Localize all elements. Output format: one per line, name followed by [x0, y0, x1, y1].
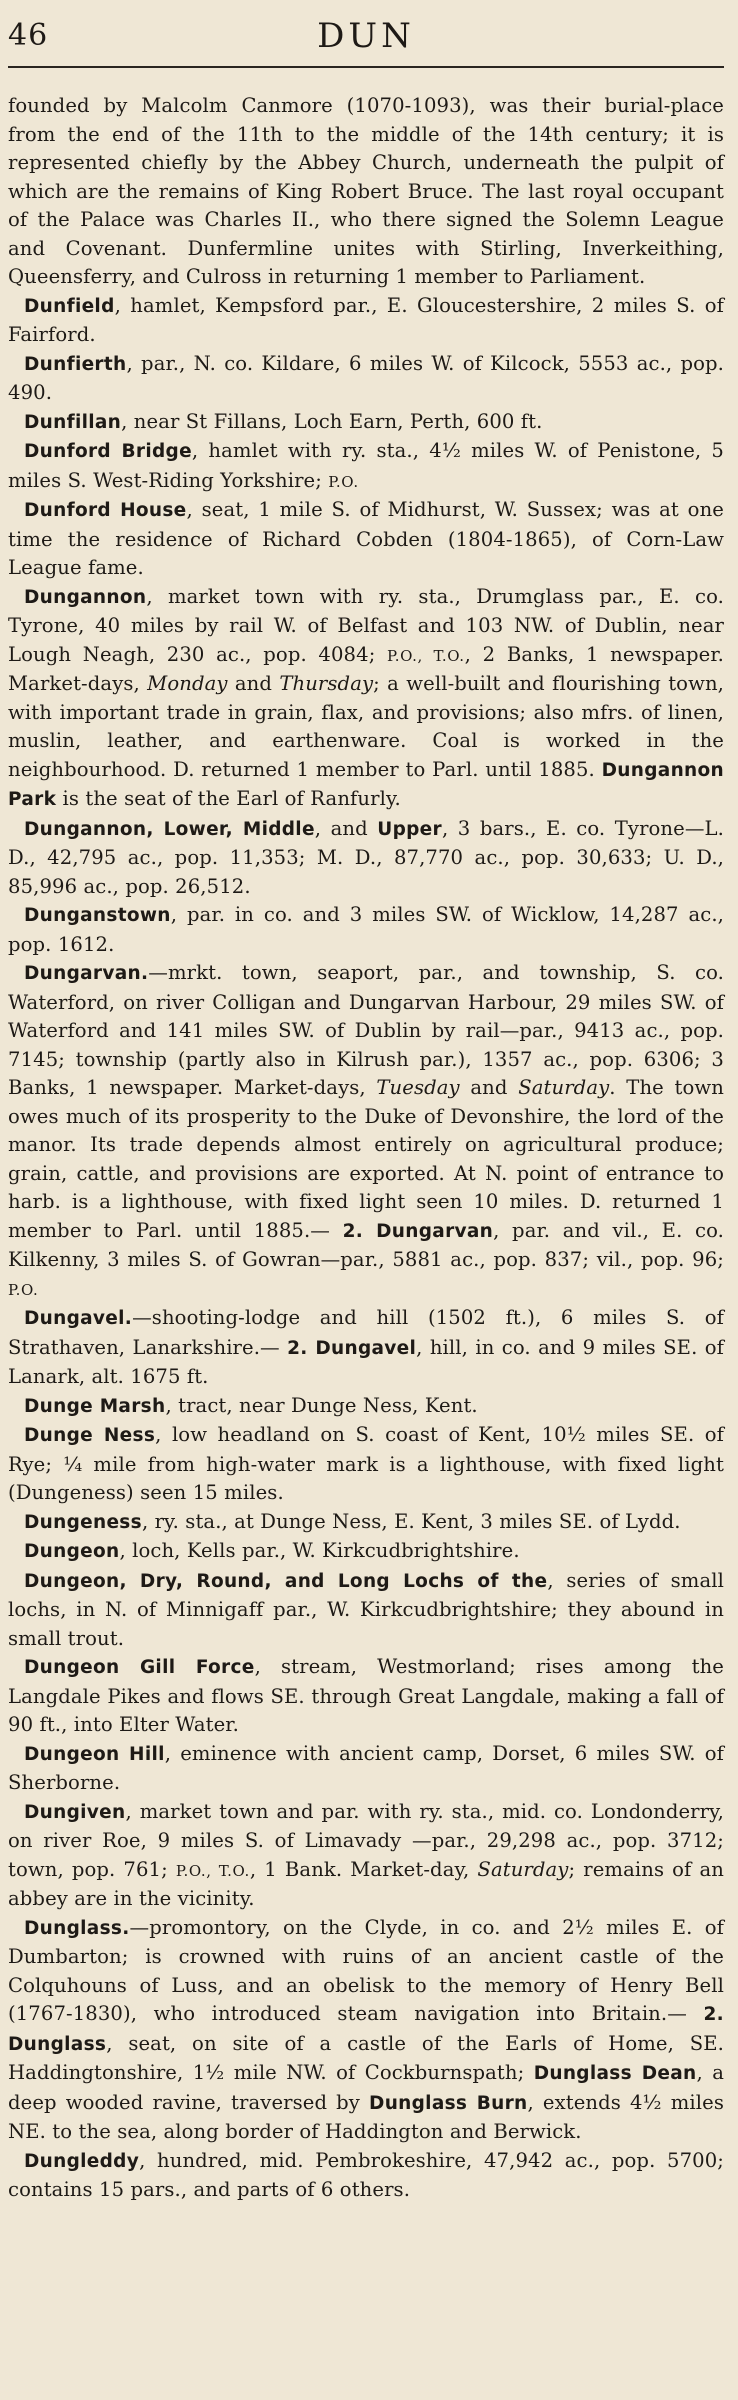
abbreviation: P.O.	[328, 472, 359, 491]
entry-headword: Dungeon, Dry, Round, and Long Lochs of the	[24, 1570, 548, 1592]
gazetteer-entry	[8, 1537, 724, 1567]
entry-headword: Dungannon Park	[8, 759, 724, 810]
entry-headword: Dunge Ness	[24, 1425, 156, 1446]
abbreviation: P.O.	[8, 1280, 39, 1299]
gazetteer-entry	[8, 1567, 724, 1654]
abbreviation: P.O., T.O.	[175, 1861, 250, 1880]
entry-text: , ry. sta., at Dunge Ness, E. Kent, 3 miles SE. of Lydd.	[141, 1509, 681, 1533]
entry-headword: Dungannon	[24, 586, 147, 608]
entry-text: , hamlet, Kempsford par., E. Gloucestershire, 2 miles S. of Fairford.	[8, 293, 724, 346]
entry-headword: Dunford Bridge	[24, 441, 192, 462]
entry-text: , near St Fillans, Loch Earn, Perth, 600 ft.	[121, 409, 543, 433]
entry-text: , tract, near Dunge Ness, Kent.	[165, 1393, 478, 1417]
entry-text: , low headland on S. coast of Kent, 10½ miles SE. of Rye; ¼ mile from high-water mark is a lighthouse, with fixed light (Dungeness) seen 15 miles.	[8, 1423, 724, 1504]
entry-headword: Dunford House	[24, 500, 187, 521]
entry-text: , extends 4½ miles NE. to the sea, along border of Haddington and Berwick.	[8, 2090, 724, 2143]
gazetteer-entry	[8, 350, 724, 408]
gazetteer-entry	[8, 2147, 724, 2205]
gazetteer-entry	[8, 1304, 724, 1392]
entry-headword: Dungarvan.	[24, 963, 149, 984]
entry-text: —promontory, on the Clyde, in co. and 2½ miles E. of Dumbarton; is crowned with ruins of an ancient castle of the Colquhouns of Luss, and an obelisk to the memory of Henry Bell (1767-1830), who introduced steam navigation into Britain.—	[8, 1915, 724, 2025]
gazetteer-entry	[8, 1421, 724, 1508]
entry-text: , par. in co. and 3 miles SW. of Wicklow, 14,287 ac., pop. 1612.	[8, 903, 724, 956]
italic-text: Saturday	[477, 1857, 569, 1881]
entry-headword: Dunglass Burn	[369, 2092, 528, 2114]
running-head	[8, 14, 724, 68]
entry-text: ; a well-built and flourishing town, with important trade in grain, flax, and provisions; also mfrs. of linen, muslin, leather, and earthenware. Coal is worked in the neighbourhood. D. returned 1 member to Parl. until 1885.	[8, 672, 724, 781]
gazetteer-entry	[8, 292, 724, 350]
entry-text: , hill, in co. and 9 miles SE. of Lanark, alt. 1675 ft.	[8, 1335, 725, 1388]
gazetteer-entry	[8, 1508, 724, 1538]
gazetteer-entry	[8, 408, 724, 438]
gazetteer-entry	[8, 815, 724, 902]
entry-headword: Dunfield	[24, 295, 115, 317]
italic-text: Monday	[147, 672, 228, 695]
entry-text: , par. and vil., E. co. Kilkenny, 3 miles S. of Gowran—par., 5881 ac., pop. 837; vil., pop. 96;	[8, 1218, 724, 1271]
italic-text: Tuesday	[376, 1076, 460, 1099]
entry-headword: 2. Dunglass	[8, 2004, 724, 2055]
entry-headword: 2. Dungarvan	[342, 1220, 494, 1242]
entry-headword: Dungeon Gill Force	[24, 1657, 255, 1678]
entry-text: and	[227, 672, 280, 695]
entry-headword: Dunglass Dean	[533, 2063, 697, 2084]
gazetteer-entry	[8, 437, 724, 496]
entry-text: . The town owes much of its prosperity to the Duke of Devonshire, the lord of the manor. Its trade depends almost entirely on agricultural produce; grain, cattle, and provisions are exported. At N. point of entrance to harb. is a lighthouse, with fixed light seen 10 miles. D. returned 1 member to Parl. until 1885.—	[8, 1076, 724, 1242]
italic-text: Thursday	[279, 672, 374, 695]
page-number: 46	[8, 18, 49, 53]
gazetteer-entry	[8, 496, 724, 583]
entry-text: , seat, 1 mile S. of Midhurst, W. Sussex; was at one time the residence of Richard Cobden (1804-1865), of Corn-Law League fame.	[8, 498, 724, 579]
entry-headword: Dungavel.	[24, 1308, 133, 1329]
abbreviation: P.O., T.O.	[387, 646, 465, 665]
entry-headword: Dungeon	[24, 1541, 120, 1562]
gazetteer-entry	[8, 1392, 724, 1422]
gazetteer-entry	[8, 1798, 724, 1914]
entry-text: , market town and par. with ry. sta., mid. co. Londonderry, on river Roe, 9 miles S. of Limavady —par., 29,298 ac., pop. 3712; town, pop. 761;	[8, 1799, 724, 1881]
gazetteer-entry	[8, 1740, 724, 1798]
entry-text: founded by Malcolm Canmore (1070-1093), was their burial-place from the end of the 11th to the middle of the 14th century; it is represented chiefly by the Abbey Church, underneath the pulpit of which are the remains of King Robert Bruce. The last royal occupant of the Palace was Charles II., who there signed the Solemn League and Covenant. Dunfermline unites with Stirling, Inverkeithing, Queensferry, and Culross in returning 1 member to Parliament.	[8, 94, 724, 288]
entry-text: —mrkt. town, seaport, par., and township, S. co. Waterford, on river Colligan and Dungarvan Harbour, 29 miles SW. of Waterford and 141 miles SW. of Dublin by rail—par., 9413 ac., pop. 7145; township (partly also in Kilrush par.), 1357 ac., pop. 6306; 3 Banks, 1 newspaper. Market-days,	[8, 961, 724, 1099]
entry-text: , 3 bars., E. co. Tyrone—L. D., 42,795 ac., pop. 11,353; M. D., 87,770 ac., pop. 30,633; U. D., 85,996 ac., pop. 26,512.	[8, 816, 724, 898]
entry-headword: Dungannon, Lower, Middle	[24, 818, 315, 840]
gazetteer-entry	[8, 1653, 724, 1740]
entry-headword: Dungleddy	[24, 2150, 140, 2172]
entry-text: , loch, Kells par., W. Kirkcudbrightshire.	[119, 1539, 520, 1562]
entry-text: , eminence with ancient camp, Dorset, 6 miles SW. of Sherborne.	[8, 1741, 724, 1794]
entry-text: , 2 Banks, 1 newspaper. Market-days,	[8, 642, 724, 695]
entry-text: , and	[314, 816, 378, 840]
entry-headword: Dunfillan	[24, 411, 122, 433]
gazetteer-entry	[8, 959, 724, 1304]
entry-text: and	[459, 1076, 519, 1099]
gazetteer-entry	[8, 583, 724, 815]
running-head-word: DUN	[317, 16, 415, 56]
entry-text: , stream, Westmorland; rises among the Langdale Pikes and flows SE. through Great Langdale, making a fall of 90 ft., into Elter Water.	[8, 1655, 724, 1736]
entry-text: , seat, on site of a castle of the Earls of Home, SE. Haddingtonshire, 1½ mile NW. of Cockburnspath;	[8, 2031, 724, 2084]
entry-text: , hundred, mid. Pembrokeshire, 47,942 ac., pop. 5700; contains 15 pars., and parts of 6 others.	[8, 2148, 724, 2201]
entry-text: , par., N. co. Kildare, 6 miles W. of Kilcock, 5553 ac., pop. 490.	[8, 351, 724, 404]
entry-text: , series of small lochs, in N. of Minnigaff par., W. Kirkcudbrightshire; they abound in small trout.	[8, 1568, 724, 1650]
entry-headword: 2. Dungavel	[287, 1337, 417, 1359]
italic-text: Saturday	[518, 1076, 610, 1099]
entry-text: ; remains of an abbey are in the vicinity.	[8, 1857, 724, 1910]
entry-text: , market town with ry. sta., Drumglass par., E. co. Tyrone, 40 miles by rail W. of Belfast and 103 NW. of Dublin, near Lough Neagh, 230 ac., pop. 4084;	[8, 584, 724, 666]
entry-headword: Upper	[377, 818, 442, 840]
entry-text: —shooting-lodge and hill (1502 ft.), 6 miles S. of Strathaven, Lanarkshire.—	[8, 1306, 724, 1359]
entry-text: , a deep wooded ravine, traversed by	[8, 2061, 724, 2114]
entry-headword: Dunglass.	[24, 1917, 130, 1939]
entry-headword: Dunge Marsh	[24, 1395, 166, 1417]
gazetteer-entry	[8, 901, 724, 959]
entry-headword: Dungeness	[24, 1511, 142, 1533]
entry-headword: Dunganstown	[24, 905, 171, 926]
entry-text: , 1 Bank. Market-day,	[249, 1857, 478, 1881]
gazetteer-entries	[8, 68, 724, 2205]
entry-headword: Dungeon Hill	[24, 1743, 165, 1765]
gazetteer-entry	[8, 1914, 724, 2147]
entry-text: , hamlet with ry. sta., 4½ miles W. of Penistone, 5 miles S. West-Riding Yorkshire;	[8, 439, 725, 492]
entry-headword: Dunfierth	[24, 353, 127, 375]
continued-entry	[8, 92, 724, 292]
entry-headword: Dungiven	[24, 1801, 126, 1823]
entry-text: is the seat of the Earl of Ranfurly.	[56, 787, 401, 810]
